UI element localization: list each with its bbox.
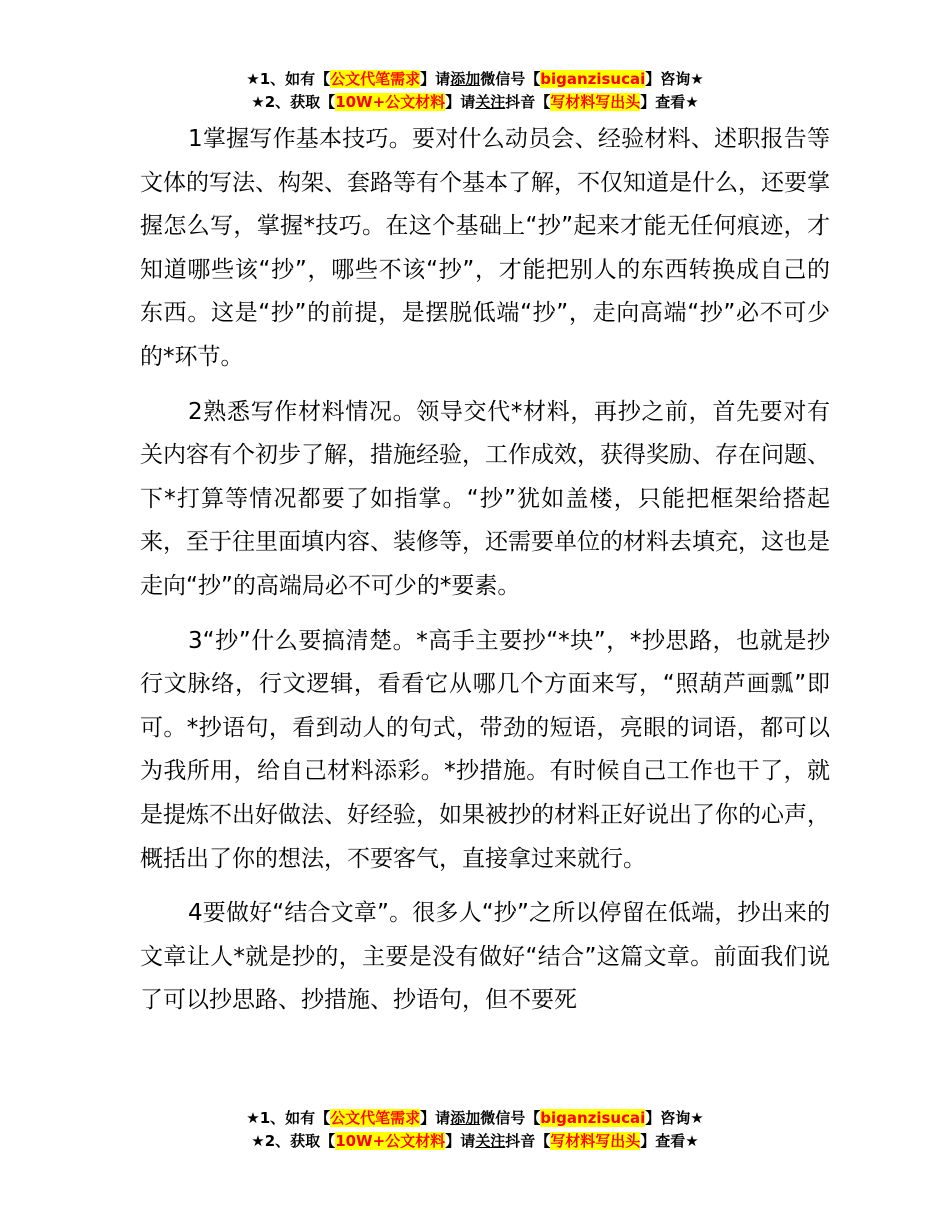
header-highlight-service: 公文代笔需求 (330, 70, 421, 88)
header-line-2-text: 抖音【 (505, 93, 551, 111)
header-underline-add: 添加 (450, 70, 481, 88)
footer-line-2-text: 抖音【 (505, 1132, 551, 1150)
header-line-2 (0, 91, 950, 114)
footer-line-2-text: 】请 (445, 1132, 476, 1150)
footer-highlight-service: 公文代笔需求 (330, 1109, 421, 1127)
header-line-1 (0, 68, 950, 91)
paragraph-4: 4要做好“结合文章”。很多人“抄”之所以停留在低端，抄出来的文章让人*就是抄的，主要是没有做好“结合”这篇文章。前面我们说了可以抄思路、抄措施、抄语句，但不要死 (140, 900, 830, 1014)
paragraph-2: 2熟悉写作材料情况。领导交代*材料，再抄之前，首先要对有关内容有个初步了解，措施经验，工作成效，获得奖励、存在问题、下*打算等情况都要了如指掌。“抄”犹如盖楼，只能把框架给搭起来，至于往里面填内容、装修等，还需要单位的材料去填充，这也是走向“抄”的高端局必不可少的*要素。 (140, 398, 830, 599)
footer-line-1-text: 】请 (420, 1109, 451, 1127)
header-line-2-text: 】查看★ (640, 93, 699, 111)
document-body (140, 118, 830, 1034)
footer-line-2-text: 】查看★ (640, 1132, 699, 1150)
header-highlight-materials: 10W+公文材料 (335, 93, 446, 111)
footer-underline-add: 添加 (450, 1109, 481, 1127)
footer-banner (0, 1107, 950, 1153)
header-line-1-text: 】请 (420, 70, 451, 88)
footer-highlight-wechat-id[interactable]: biganzisucai (540, 1109, 646, 1127)
footer-highlight-materials: 10W+公文材料 (335, 1132, 446, 1150)
footer-line-1-text: 微信号【 (480, 1109, 541, 1127)
header-highlight-wechat-id[interactable]: biganzisucai (540, 70, 646, 88)
footer-line-1 (0, 1107, 950, 1130)
header-line-2-text: ★2、获取【 (251, 93, 336, 111)
paragraph-1: 1掌握写作基本技巧。要对什么动员会、经验材料、述职报告等文体的写法、构架、套路等有个基本了解，不仅知道是什么，还要掌握怎么写，掌握*技巧。在这个基础上“抄”起来才能无任何痕迹，才知道哪些该“抄”，哪些不该“抄”，才能把别人的东西转换成自己的东西。这是“抄”的前提，是摆脱低端“抄”，走向高端“抄”必不可少的*环节。 (140, 126, 830, 370)
header-underline-follow: 关注 (475, 93, 506, 111)
header-line-1-text: ★1、如有【 (246, 70, 331, 88)
footer-highlight-douyin-account[interactable]: 写材料写出头 (550, 1132, 641, 1150)
footer-line-2-text: ★2、获取【 (251, 1132, 336, 1150)
header-line-1-text: 】咨询★ (645, 70, 704, 88)
header-line-1-text: 微信号【 (480, 70, 541, 88)
footer-underline-follow: 关注 (475, 1132, 506, 1150)
footer-line-1-text: 】咨询★ (645, 1109, 704, 1127)
header-line-2-text: 】请 (445, 93, 476, 111)
footer-line-1-text: ★1、如有【 (246, 1109, 331, 1127)
header-highlight-douyin-account[interactable]: 写材料写出头 (550, 93, 641, 111)
header-banner (0, 68, 950, 114)
paragraph-3: 3“抄”什么要搞清楚。*高手主要抄“*块”，*抄思路，也就是抄行文脉络，行文逻辑，看看它从哪几个方面来写，“照葫芦画瓢”即可。*抄语句，看到动人的句式，带劲的短语，亮眼的词语，都可以为我所用，给自己材料添彩。*抄措施。有时候自己工作也干了，就是提炼不出好做法、好经验，如果被抄的材料正好说出了你的心声，概括出了你的想法，不要客气，直接拿过来就行。 (140, 627, 830, 872)
footer-line-2 (0, 1130, 950, 1153)
